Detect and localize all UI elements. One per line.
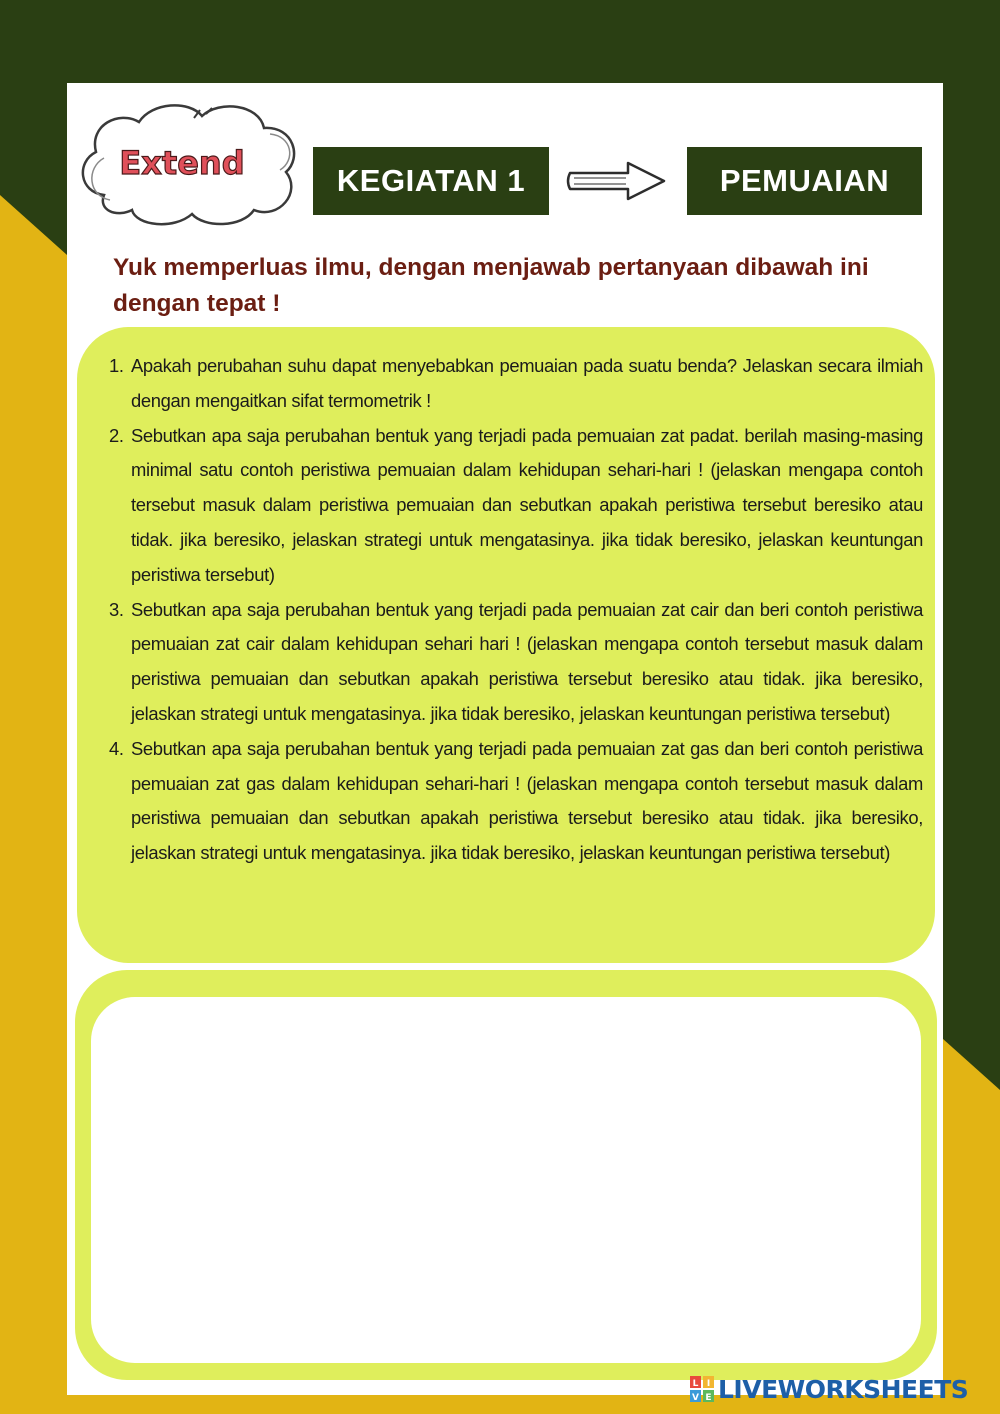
- topic-label-box: [687, 147, 922, 215]
- activity-label-box: [313, 147, 549, 215]
- instruction-text: Yuk memperluas ilmu, dengan menjawab pertanyaan dibawah ini dengan tepat !: [113, 254, 869, 317]
- question-item: [109, 593, 923, 732]
- question-number: 1.: [109, 355, 124, 376]
- topic-label: PEMUAIAN: [719, 163, 890, 198]
- question-number: 4.: [109, 737, 124, 759]
- question-item: [109, 349, 923, 419]
- question-text: Sebutkan apa saja perubahan bentuk yang terjadi pada pemuaian zat cair dan beri contoh peristiwa pemuaian zat cair dalam kehidupan sehari hari ! (jelaskan mengapa contoh tersebut masuk dalam peristiwa pemuaian dan sebutkan apakah peristiwa tersebut beresiko atau tidak. jika beresiko, jelaskan strategi untuk mengatasinya. jika tidak beresiko, jelaskan keuntungan peristiwa tersebut): [131, 598, 923, 724]
- watermark-text: LIVEWORKSHEETS: [718, 1374, 969, 1404]
- liveworksheets-watermark: [690, 1374, 968, 1404]
- question-number: 2.: [109, 424, 124, 446]
- question-text: Sebutkan apa saja perubahan bentuk yang terjadi pada pemuaian zat padat. berilah masing-masing minimal satu contoh peristiwa pemuaian dalam kehidupan sehari-hari ! (jelaskan mengapa contoh tersebut masuk dalam peristiwa pemuaian dan sebutkan apakah peristiwa tersebut beresiko atau tidak. jika beresiko, jelaskan strategi untuk mengatasinya. jika tidak beresiko, jelaskan keuntungan peristiwa tersebut): [131, 424, 923, 585]
- question-item: [109, 419, 923, 593]
- svg-text:L: L: [692, 1379, 699, 1389]
- right-arrow-icon: [566, 160, 668, 202]
- cloud-shape-icon: [74, 100, 304, 230]
- answer-text-area[interactable]: [91, 997, 921, 1363]
- question-text: Sebutkan apa saja perubahan bentuk yang terjadi pada pemuaian zat gas dan beri contoh peristiwa pemuaian zat gas dalam kehidupan sehari-hari ! (jelaskan mengapa contoh tersebut masuk dalam peristiwa pemuaian dan sebutkan apakah peristiwa tersebut beresiko atau tidak. jika beresiko, jelaskan strategi untuk mengatasinya. jika tidak beresiko, jelaskan keuntungan peristiwa tersebut): [131, 737, 923, 864]
- question-number: 3.: [109, 598, 124, 620]
- question-text: Apakah perubahan suhu dapat menyebabkan pemuaian pada suatu benda? Jelaskan secara ilmiah dengan mengaitkan sifat termometrik !: [131, 355, 923, 411]
- extend-badge: [74, 100, 304, 230]
- svg-text:V: V: [692, 1393, 699, 1402]
- badge-label: Extend: [119, 144, 245, 182]
- svg-text:I: I: [706, 1379, 711, 1389]
- activity-label: KEGIATAN 1: [336, 163, 526, 198]
- svg-text:E: E: [705, 1393, 712, 1402]
- question-item: [109, 732, 923, 871]
- liveworksheets-logo-icon: [690, 1376, 714, 1402]
- question-list: [109, 349, 923, 871]
